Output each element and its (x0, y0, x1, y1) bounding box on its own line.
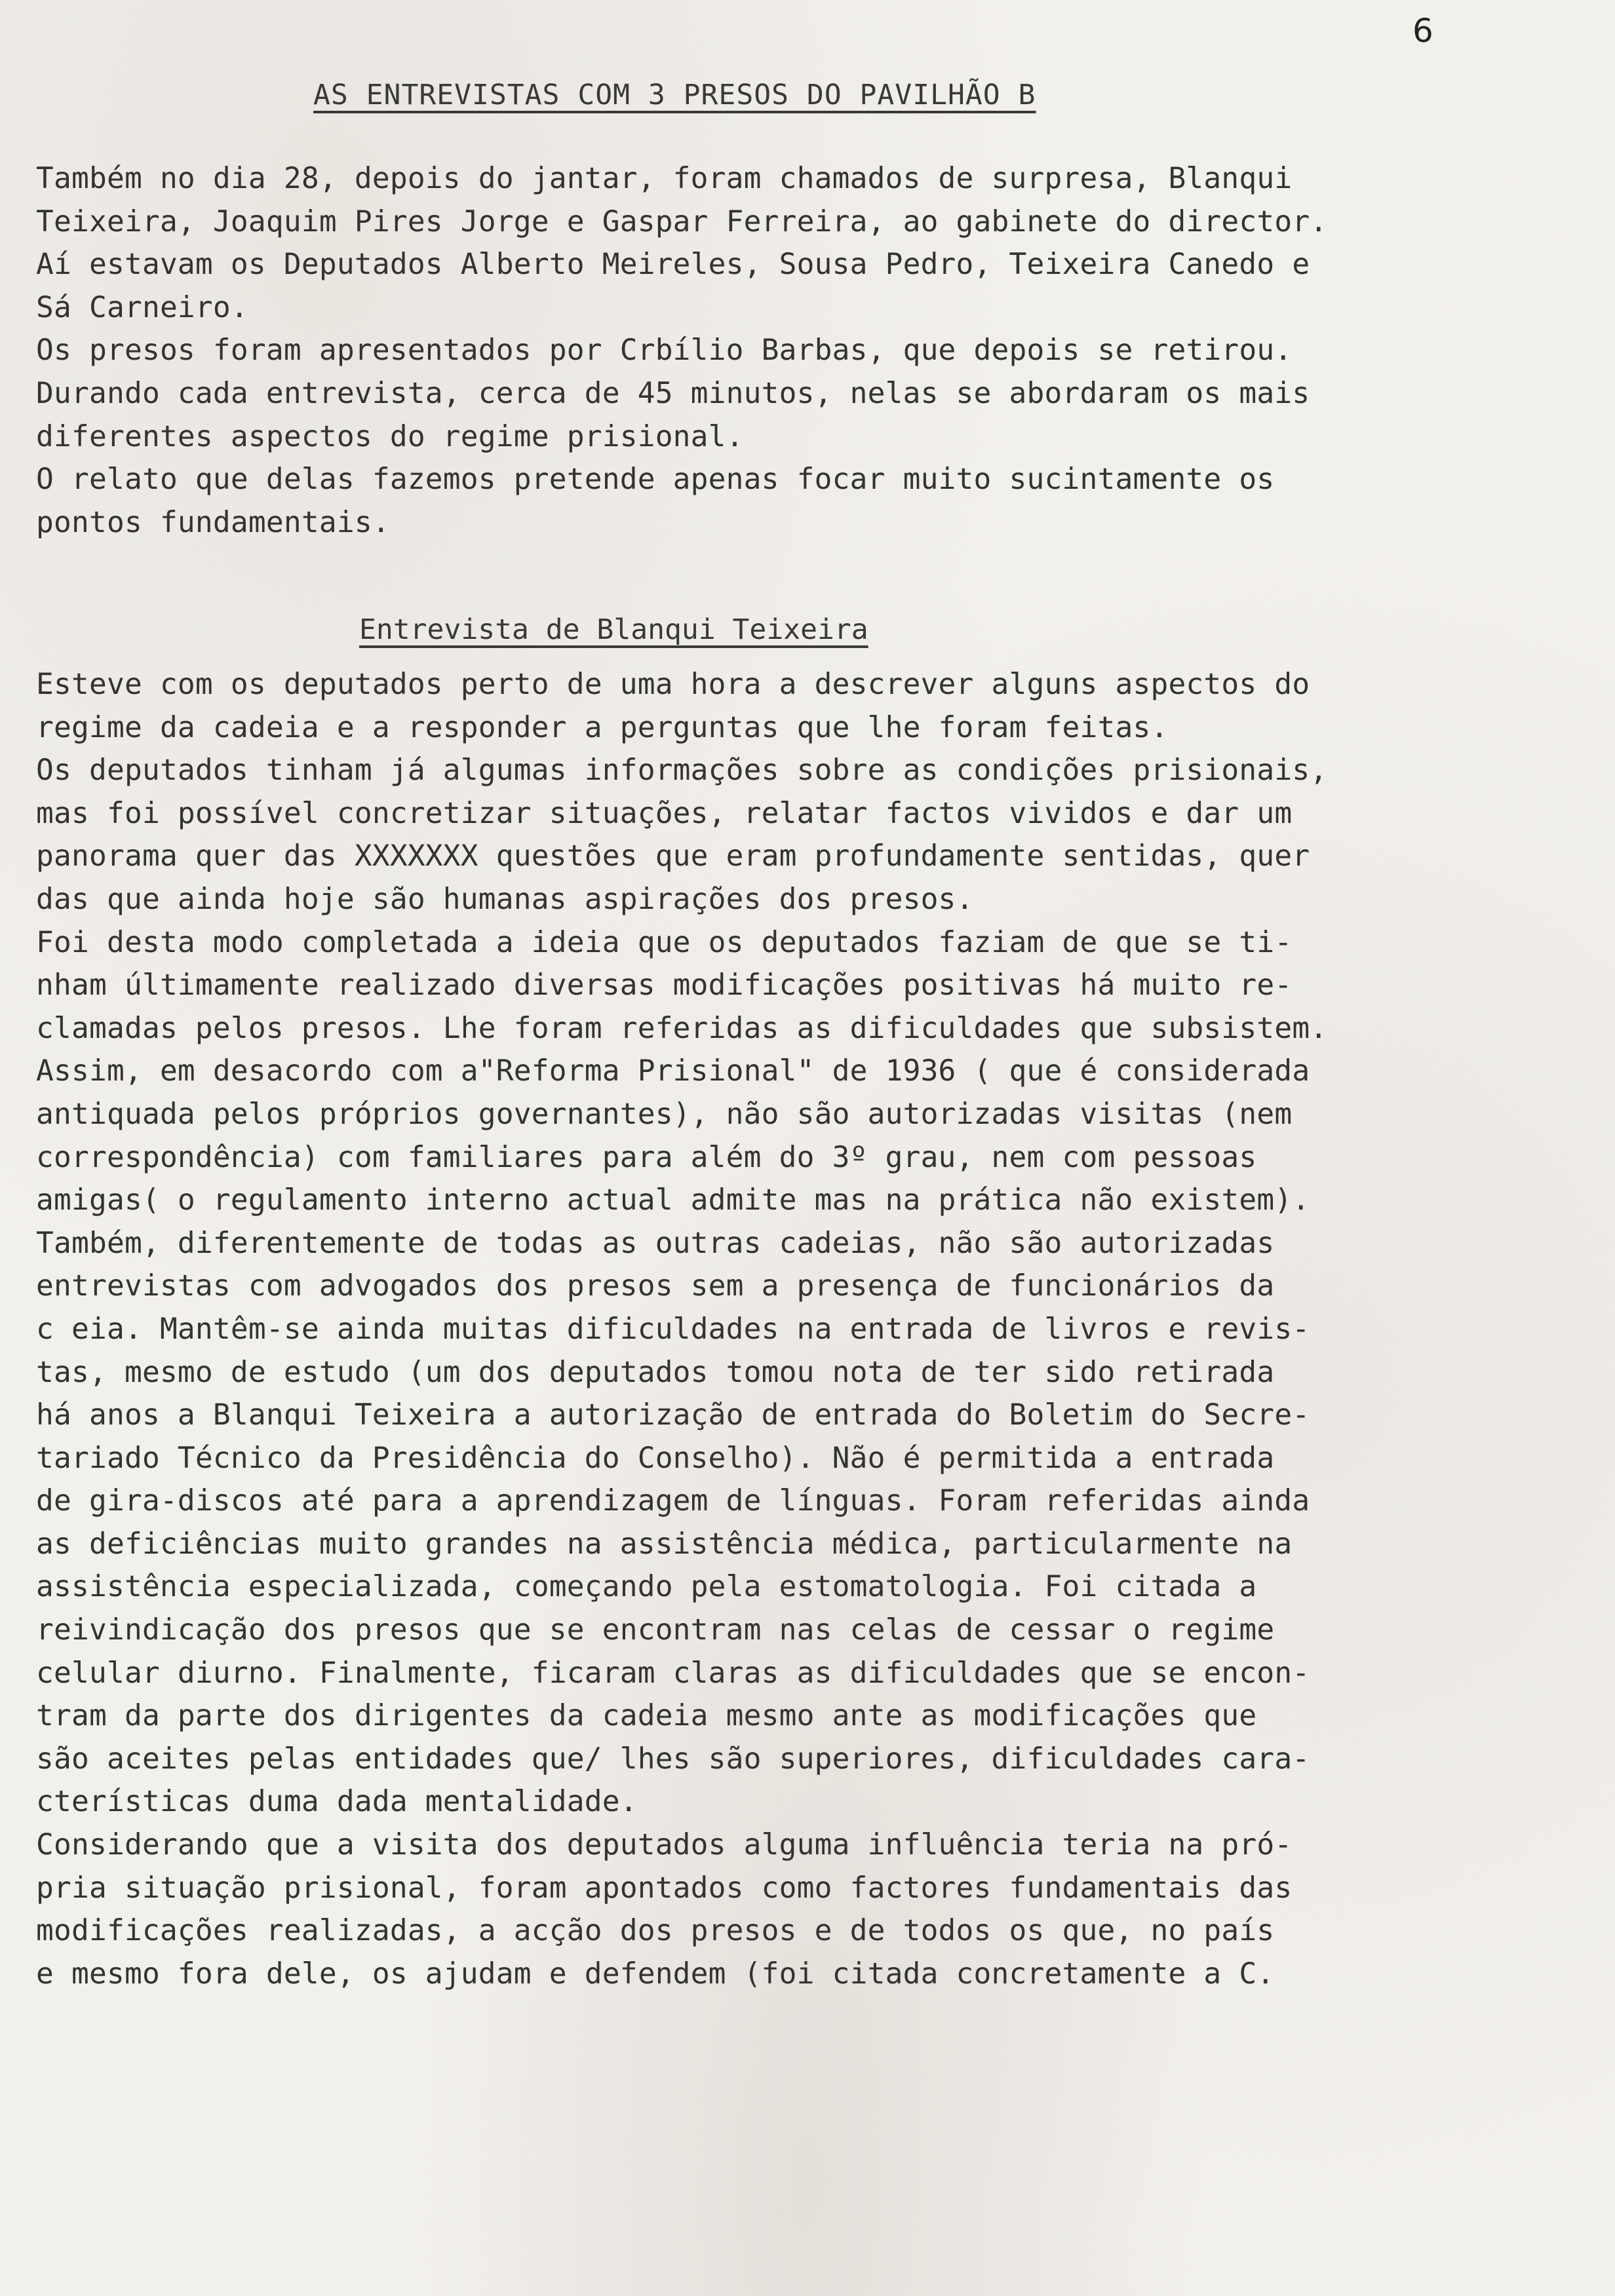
text-line: de gira-discos até para a aprendizagem de línguas. Foram referidas ainda (36, 1484, 1310, 1518)
text-line: entrevistas com advogados dos presos sem a presença de funcionários da (36, 1269, 1275, 1303)
text-line: tas, mesmo de estudo (um dos deputados tomou nota de ter sido retirada (36, 1355, 1275, 1389)
text-line: regime da cadeia e a responder a perguntas que lhe foram feitas. (36, 710, 1169, 744)
text-line: clamadas pelos presos. Lhe foram referidas as dificuldades que subsistem. (36, 1011, 1328, 1045)
text-line: Assim, em desacordo com a"Reforma Prisional" de 1936 ( que é considerada (36, 1054, 1310, 1088)
text-line: as deficiências muito grandes na assistência médica, particularmente na (36, 1527, 1293, 1561)
text-line: Esteve com os deputados perto de uma hora a descrever alguns aspectos do (36, 668, 1310, 701)
text-line: amigas( o regulamento interno actual admite mas na prática não existem). (36, 1183, 1310, 1217)
text-line: panorama quer das XXXXXXX questões que eram profundamente sentidas, quer (36, 839, 1310, 873)
text-line: correspondência) com familiares para além do 3º grau, nem com pessoas (36, 1140, 1257, 1174)
text-line: Durando cada entrevista, cerca de 45 minutos, nelas se abordaram os mais (36, 376, 1310, 410)
page-number: 6 (1412, 12, 1433, 50)
text-line: Os deputados tinham já algumas informações sobre as condições prisionais, (36, 754, 1328, 788)
text-line: cterísticas duma dada mentalidade. (36, 1785, 638, 1819)
text-line: são aceites pelas entidades que/ lhes são superiores, dificuldades cara- (36, 1742, 1310, 1776)
text-line: celular diurno. Finalmente, ficaram claras as dificuldades que se encon- (36, 1656, 1310, 1690)
text-line: e mesmo fora dele, os ajudam e defendem (foi citada concretamente a C. (36, 1957, 1275, 1991)
text-line: nham últimamente realizado diversas modificações positivas há muito re- (36, 968, 1293, 1003)
text-line: Foi desta modo completada a ideia que os deputados faziam de que se ti- (36, 925, 1293, 959)
text-line: há anos a Blanqui Teixeira a autorização de entrada do Boletim do Secre- (36, 1398, 1310, 1432)
text-line: diferentes aspectos do regime prisional. (36, 419, 744, 453)
text-line: Sá Carneiro. (36, 290, 248, 324)
text-line: reivindicação dos presos que se encontram nas celas de cessar o regime (36, 1613, 1275, 1647)
text-line: Também, diferentemente de todas as outras cadeias, não são autorizadas (36, 1226, 1275, 1260)
text-line: Teixeira, Joaquim Pires Jorge e Gaspar Ferreira, ao gabinete do director. (36, 204, 1328, 239)
intro-paragraph (36, 157, 1544, 544)
text-line: das que ainda hoje são humanas aspirações dos presos. (36, 882, 974, 916)
text-line: tariado Técnico da Presidência do Conselho). Não é permitida a entrada (36, 1441, 1275, 1475)
text-line: pontos fundamentais. (36, 505, 390, 539)
text-line: Os presos foram apresentados por Crbílio Barbas, que depois se retirou. (36, 334, 1293, 368)
interview-paragraph (36, 663, 1544, 1995)
text-line: c eia. Mantêm-se ainda muitas dificuldades na entrada de livros e revis- (36, 1312, 1310, 1346)
text-line: O relato que delas fazemos pretende apenas focar muito sucintamente os (36, 463, 1275, 497)
text-line: antiquada pelos próprios governantes), não são autorizadas visitas (nem (36, 1097, 1293, 1131)
text-line: modificações realizadas, a acção dos presos e de todos os que, no país (36, 1914, 1275, 1948)
text-line: assistência especializada, começando pela estomatologia. Foi citada a (36, 1570, 1257, 1604)
section-subtitle: Entrevista de Blanqui Teixeira (359, 613, 868, 646)
text-line: Considerando que a visita dos deputados alguma influência teria na pró- (36, 1828, 1293, 1862)
text-line: tram da parte dos dirigentes da cadeia mesmo ante as modificações que (36, 1699, 1257, 1733)
text-line: Aí estavam os Deputados Alberto Meireles, Sousa Pedro, Teixeira Canedo e (36, 248, 1310, 282)
text-line: pria situação prisional, foram apontados como factores fundamentais das (36, 1871, 1293, 1905)
document-title: AS ENTREVISTAS COM 3 PRESOS DO PAVILHÃO B (313, 79, 1036, 111)
text-line: Também no dia 28, depois do jantar, foram chamados de surpresa, Blanqui (36, 162, 1293, 195)
text-line: mas foi possível concretizar situações, relatar factos vividos e dar um (36, 796, 1293, 830)
